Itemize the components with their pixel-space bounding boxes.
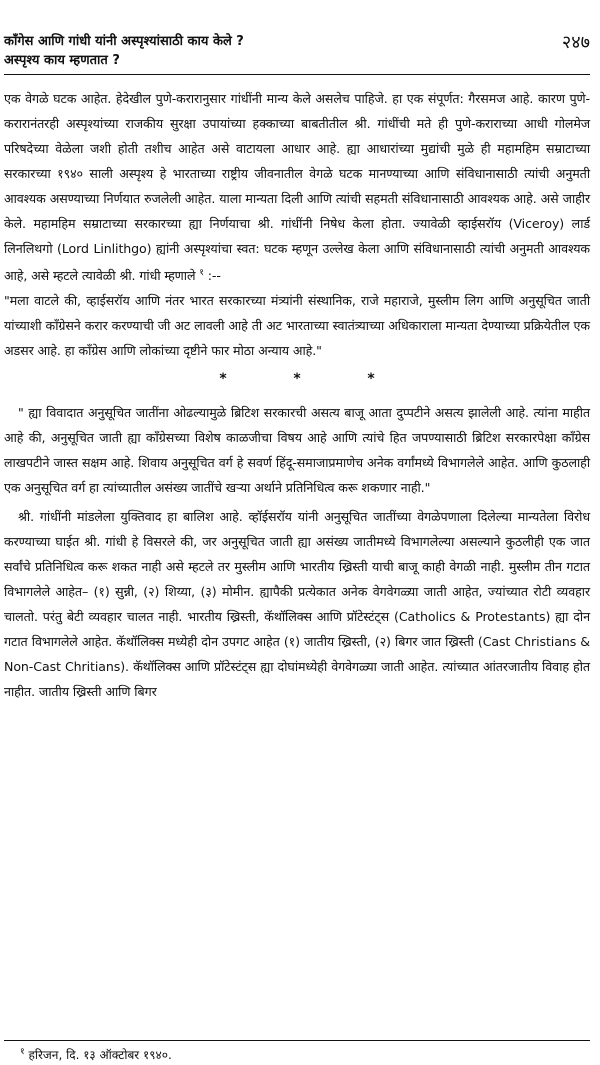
main-text <box>4 86 590 704</box>
quotation: "मला वाटले की, व्हाईसरॉय आणि नंतर भारत सरकारच्या मंत्र्यांनी संस्थानिक, राजे महाराजे, मुस्लीम लिग आणि अनुसूचित जाती यांच्याशी कॉंग्रेसने करार करण्याची जी अट लावली आहे ती अट भारताच्या स्वातंत्र्याच्या अधिकाराला मान्यता देण्याच्या प्रक्रियेतील एक अडसर आहे. हा कॉंग्रेस आणि लोकांच्या दृष्टीने फार मोठा अन्याय आहे." <box>4 293 590 359</box>
section-break-stars: * * * <box>219 371 375 388</box>
footnote-text: हरिजन, दि. १३ ऑक्टोबर १९४०. <box>24 1048 172 1062</box>
paragraph: श्री. गांधींनी मांडलेला युक्तिवाद हा बालिश आहे. व्हॉईसरॉय यांनी अनुसूचित जातींच्या वेगळेपणाला दिलेल्या मान्यतेला विरोध करण्याच्या घाईत श्री. गांधी हे विसरले की, जर अनुसूचित जाती ह्या असंख्य जातीमध्ये विभागलेल्या असल्याने कुठलीही एक जात सर्वांचे प्रतिनिधित्व करू शकत नाही असे म्हटले तर मुस्लीम आणि भारतीय ख्रिस्ती याची बाजू काही वेगळी नाही. मुस्लीम तीन गटात विभागलेले आहेत– (१) सुन्नी, (२) शिय्या, (३) मोमीन. ह्यापैकी प्रत्येकात अनेक वेगवेगळ्या जाती आहेत, ज्यांच्यात रोटी व्यवहार चालतो. परंतु बेटी व्यवहार चालत नाही. भारतीय ख्रिस्ती, कॅथॉलिक्स आणि प्रॉटेस्टंट्स (Catholics & Protestants) ह्या दोन गटात विभागलेले आहेत. कॅथॉलिक्स मध्येही दोन उपगट आहेत (१) जातीय ख्रिस्ती, (२) बिगर जात ख्रिस्ती (Cast Christians & Non-Cast Chritians). कॅथॉलिक्स आणि प्रॉटेस्टंट्स ह्या दोघांमध्येही वेगवेगळ्या जाती आहेत. त्यांच्यात आंतरजातीय विवाह होत नाहीत. जातीय ख्रिस्ती आणि बिगर <box>4 509 590 700</box>
footnote-marker: १ <box>20 1047 25 1057</box>
running-head-line1: काँगेस आणि गांधी यांनी अस्पृश्यांसाठी काय केले ? <box>4 34 244 49</box>
footnote-reference: १ <box>199 268 204 278</box>
page-header <box>4 32 590 72</box>
quotation: " ह्या विवादात अनुसूचित जातींना ओढल्यामुळे ब्रिटिश सरकारची असत्य बाजू आता दुप्पटीने असत्य झालेली आहे. त्यांना माहीत आहे की, अनुसूचित जाती ह्या कॉंग्रेसच्या विशेष काळजीचा विषय आहे आणि त्यांचे हित जपण्यासाठी ब्रिटिश सरकारपेक्षा कॉंग्रेस लाखपटीने जास्त सक्षम आहे. शिवाय अनुसूचित वर्ग हे सवर्ण हिंदू-समाजाप्रमाणेच अनेक वर्गांमध्ये विभागलेले आहेत. आणि कुठलाही एक अनुसूचित वर्ग हा त्यांच्यातील असंख्य जातींचे खऱ्या अर्थाने प्रतिनिधित्व करू शकणार नाही." <box>4 405 590 496</box>
running-head-line2: अस्पृश्य काय म्हणतात ? <box>4 53 120 68</box>
page-number: २४७ <box>561 32 590 53</box>
paragraph-text: एक वेगळे घटक आहेत. हेदेखील पुणे-करारानुसार गांधींनी मान्य केले असलेच पाहिजे. हा एक संपूर्णत: गैरसमज आहे. कारण पुणे-करारानंतरही अस्पृश्यांच्या राजकीय सुरक्षा उपायांच्या हक्काच्या बाबतीतील श्री. गांधींची मते ही पुणे-कराराच्या आधी गोलमेज परिषदेच्या वेळेला जशी होती तशीच आहेत असे वाटायला आधार आहे. ह्या आधारांच्या मुद्यांची मुळे ही महामहिम सम्राटाच्या सरकारच्या १९४० साली अस्पृश्य हे भारताच्या राष्ट्रीय जीवनातील वेगळे घटक मानण्याच्या आणि संविधानासाठी त्यांची अनुमती आवश्यक असण्याच्या निर्णयात रुजलेली आहेत. याला मान्यता दिली आणि त्यांची सहमती संविधानासाठी आवश्यक आहे. असे जाहीर केले. महामहिम सम्राटाच्या सरकारच्या ह्या निर्णयाचा श्री. गांधींनी निषेध केला होता. ज्यावेळी व्हाईसरॉय (Viceroy) लार्ड लिनलिथगो (Lord Linlithgo) ह्यांनी अस्पृश्यांचा स्वत: घटक म्हणून उल्लेख केला आणि संविधानासाठी त्यांची अनुमती आवश्यक आहे, असे म्हटले त्यावेळी श्री. गांधी म्हणाले <box>4 91 590 284</box>
footnote <box>20 1044 172 1063</box>
footnote-rule <box>4 1040 590 1041</box>
paragraph-tail: :-- <box>203 268 221 284</box>
header-rule <box>4 74 590 75</box>
paragraph <box>4 86 590 288</box>
